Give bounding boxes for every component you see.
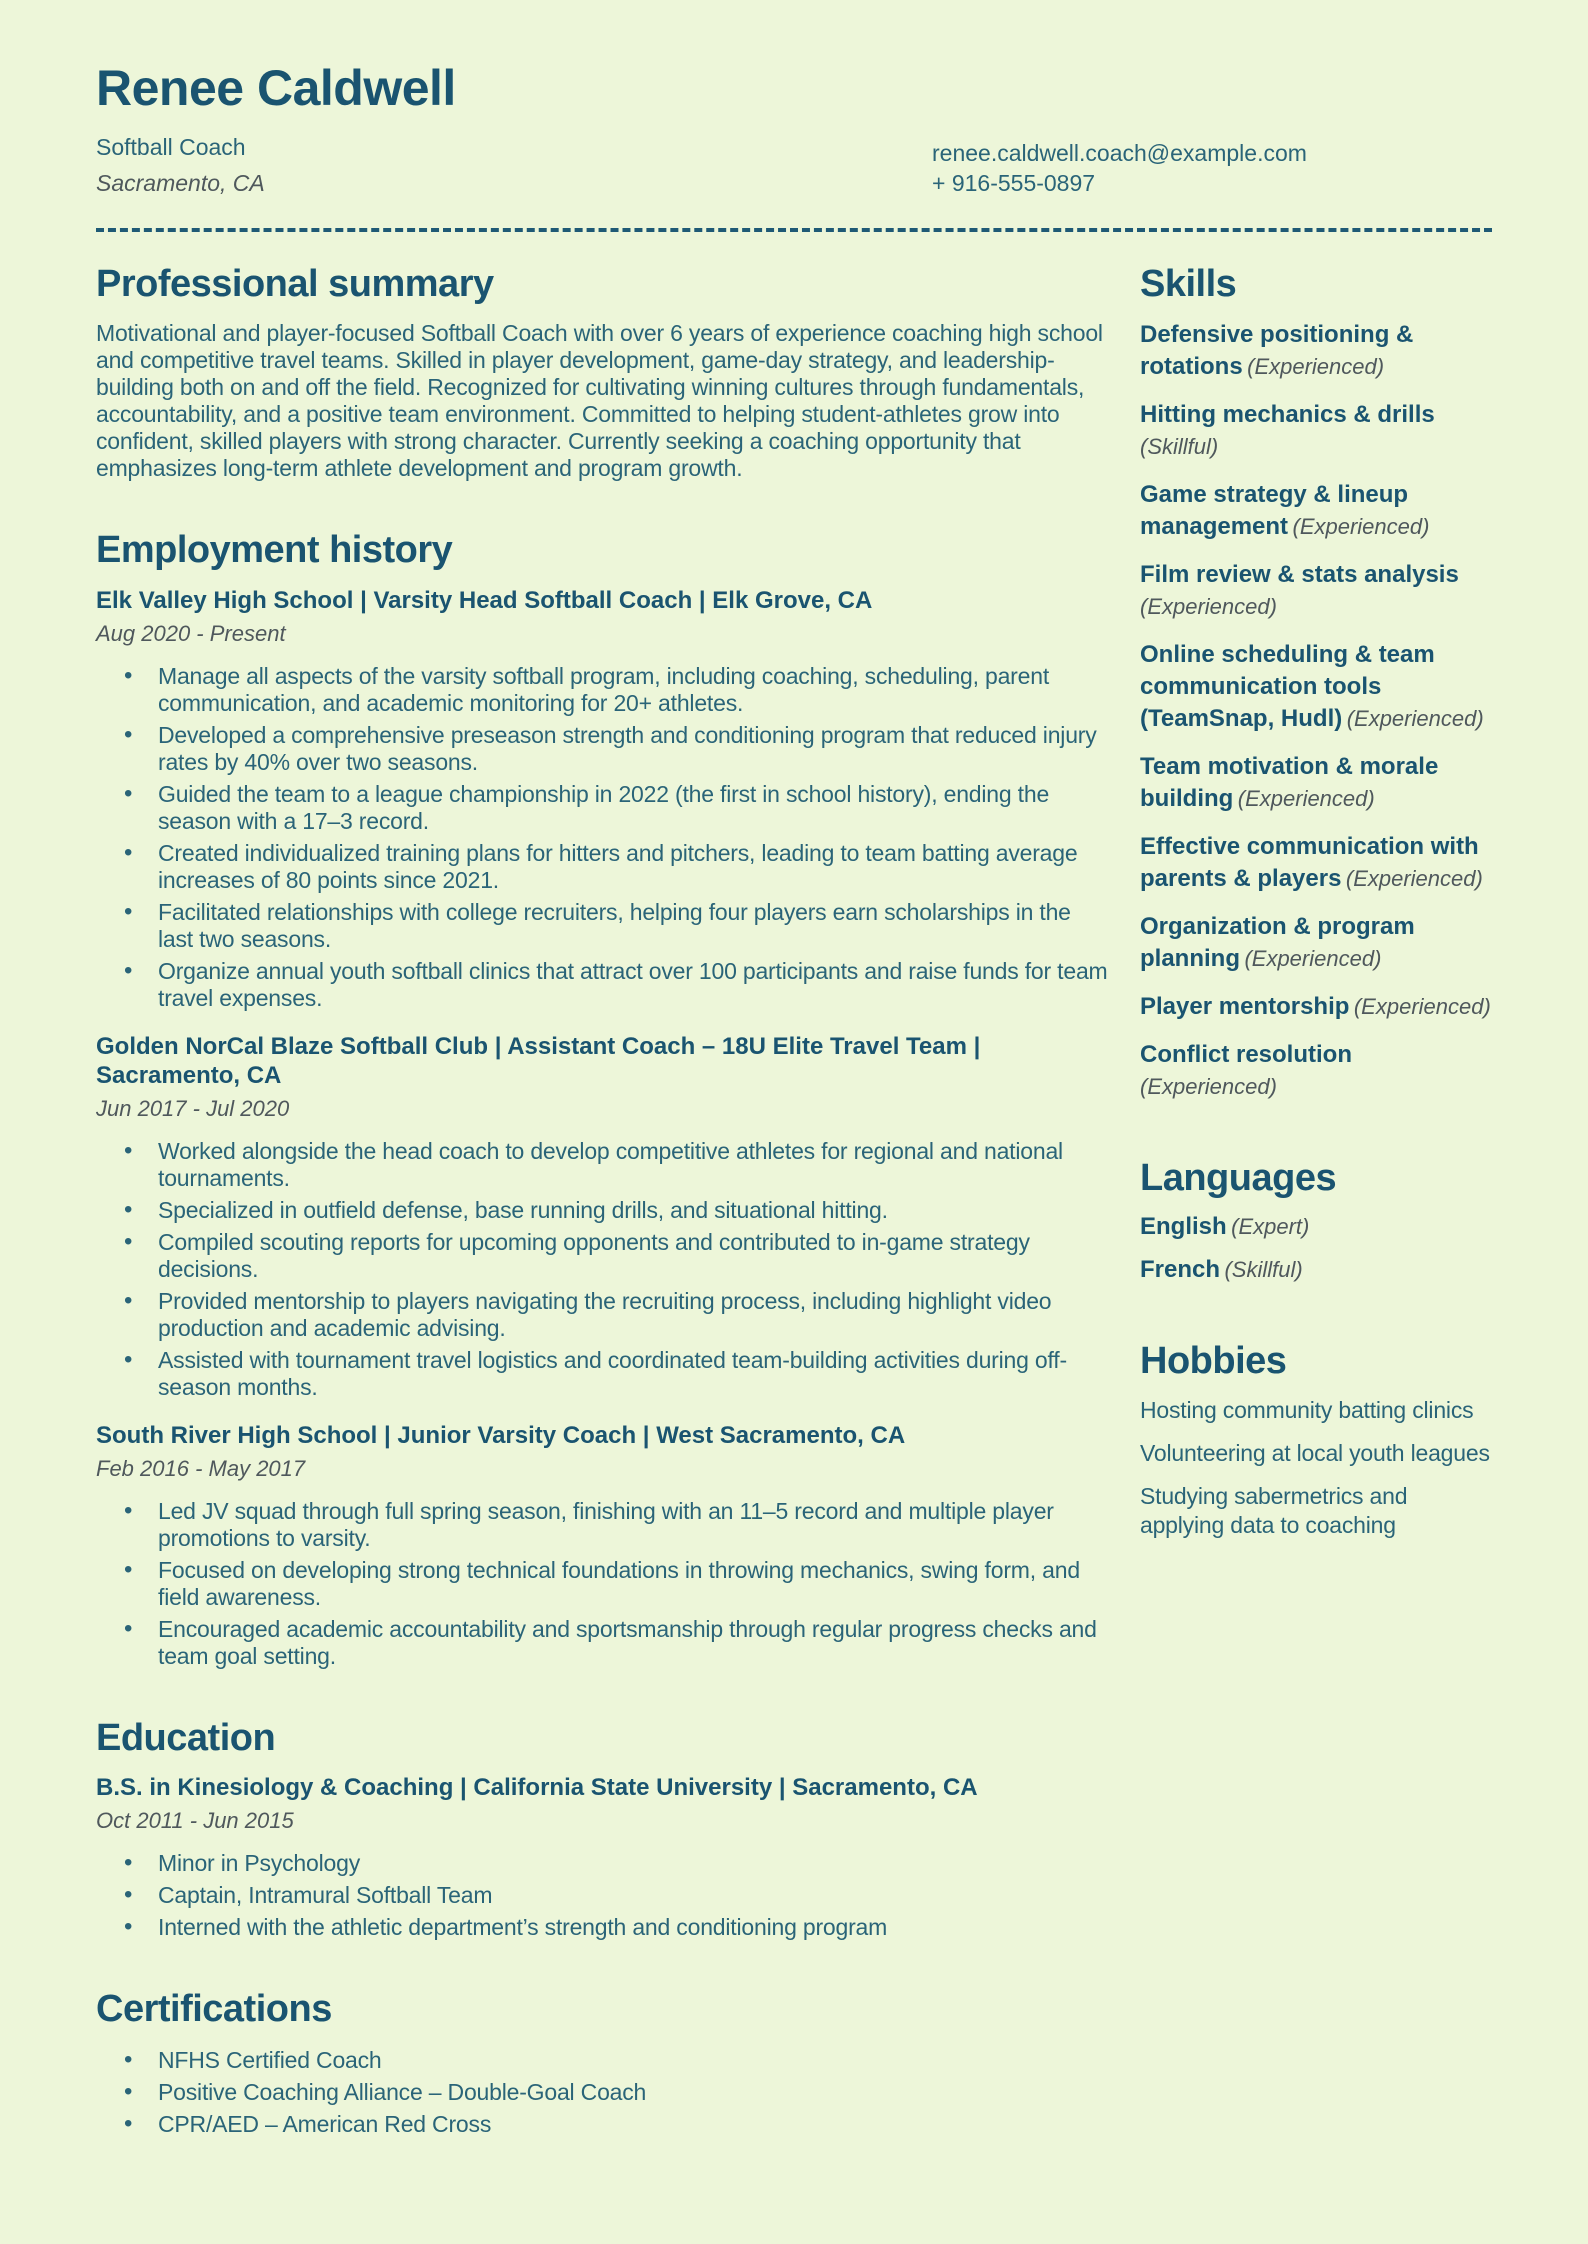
bullet-item: • Created individualized training plans for hitters and pitchers, leading to team batting average increases of 80 points since 2021. (96, 840, 1110, 894)
language-level: (Expert) (1231, 1213, 1310, 1239)
skill-level: (Skillful) (1140, 433, 1219, 459)
skill-name: Effective communication with parents & players (1140, 832, 1479, 892)
bullet-item: • Encouraged academic accountability and sportsmanship through regular progress checks and team goal setting. (96, 1616, 1110, 1670)
skill-item (1140, 640, 1492, 736)
bullet-item: • Interned with the athletic department’s strength and conditioning program (96, 1914, 1110, 1941)
skill-item (1140, 320, 1492, 384)
bullet-item: • Guided the team to a league championship in 2022 (the first in school history), ending the season with a 17–3 record. (96, 781, 1110, 835)
skill-item (1140, 480, 1492, 544)
header-identity (96, 58, 456, 198)
education-entry (96, 1773, 1110, 1941)
degree-header: B.S. in Kinesiology & Coaching | California State University | Sacramento, CA (96, 1774, 978, 1802)
skill-name: Organization & program planning (1140, 912, 1415, 972)
job-dates: Aug 2020 - Present (96, 620, 286, 646)
bullet-item: • Specialized in outfield defense, base running drills, and situational hitting. (96, 1197, 1110, 1224)
skills-list (1140, 320, 1492, 1104)
hobby-item: Studying sabermetrics and applying data to coaching (1140, 1483, 1408, 1539)
bullet-item: • NFHS Certified Coach (96, 2047, 1110, 2074)
summary-text: Motivational and player-focused Softball Coach with over 6 years of experience coaching high school and competitive travel teams. Skilled in player development, game-day strategy, and leadership-building both on and off the field. Recognized for cultivating winning cultures through fundamentals, accountability, and a positive team environment. Committed to helping student-athletes grow into confident, skilled players with strong character. Currently seeking a coaching opportunity that emphasizes long-term athlete development and program growth. (96, 319, 1103, 481)
bullet-item: • CPR/AED – American Red Cross (96, 2111, 1110, 2138)
bullet-item: • Facilitated relationships with college recruiters, helping four players earn scholarships in the last two seasons. (96, 899, 1110, 953)
person-job-title: Softball Coach (96, 134, 246, 160)
hobby-item: Volunteering at local youth leagues (1140, 1440, 1490, 1467)
skill-item (1140, 560, 1492, 624)
job-header: Golden NorCal Blaze Softball Club | Assistant Coach – 18U Elite Travel Team | Sacramento, CA (96, 1032, 981, 1089)
bullet-item: • Minor in Psychology (96, 1850, 1110, 1877)
education-bullet-list (96, 1850, 1110, 1941)
job-bullet-list (96, 1498, 1110, 1670)
bullet-item: • Developed a comprehensive preseason strength and conditioning program that reduced injury rates by 40% over two seasons. (96, 722, 1110, 776)
education-dates: Oct 2011 - Jun 2015 (96, 1808, 294, 1834)
header (96, 58, 1492, 198)
skill-name: Game strategy & lineup management (1140, 480, 1409, 540)
skills-heading: Skills (1140, 263, 1237, 305)
person-location: Sacramento, CA (96, 170, 265, 196)
job-header: South River High School | Junior Varsity Coach | West Sacramento, CA (96, 1421, 906, 1449)
contact-block (932, 138, 1492, 198)
person-name: Renee Caldwell (96, 60, 456, 116)
skill-level: (Experienced) (1353, 993, 1491, 1019)
hobbies-list (1140, 1396, 1492, 1540)
skill-name: Film review & stats analysis (1140, 560, 1459, 588)
language-item (1140, 1255, 1492, 1287)
job-dates: Feb 2016 - May 2017 (96, 1455, 306, 1481)
main-column (96, 232, 1110, 2143)
job-entry (96, 1421, 1110, 1670)
skill-name: Defensive positioning & rotations (1140, 320, 1414, 380)
employment-heading: Employment history (96, 528, 453, 571)
languages-list (1140, 1212, 1492, 1287)
skill-name: Hitting mechanics & drills (1140, 400, 1435, 428)
skill-name: Online scheduling & team communication tools (TeamSnap, Hudl) (1140, 640, 1435, 732)
bullet-item: • Captain, Intramural Softball Team (96, 1882, 1110, 1909)
bullet-item: • Positive Coaching Alliance – Double-Goal Coach (96, 2079, 1110, 2106)
language-name: French (1140, 1255, 1221, 1283)
skill-item (1140, 832, 1492, 896)
skill-name: Team motivation & morale building (1140, 752, 1439, 812)
skill-level: (Experienced) (1140, 1073, 1277, 1099)
skill-level: (Experienced) (1140, 593, 1277, 619)
language-item (1140, 1212, 1492, 1244)
bullet-item: • Organize annual youth softball clinics that attract over 100 participants and raise funds for team travel expenses. (96, 958, 1110, 1012)
skill-level: (Experienced) (1247, 353, 1385, 379)
bullet-item: • Compiled scouting reports for upcoming opponents and contributed to in-game strategy decisions. (96, 1229, 1110, 1283)
skill-item (1140, 912, 1492, 976)
job-entry (96, 1032, 1110, 1401)
job-entry (96, 586, 1110, 1012)
skill-level: (Experienced) (1346, 705, 1484, 731)
skill-level: (Experienced) (1244, 945, 1382, 971)
certifications-heading: Certifications (96, 1988, 332, 2031)
language-level: (Skillful) (1224, 1256, 1303, 1282)
languages-heading: Languages (1140, 1156, 1337, 1199)
skill-name: Player mentorship (1140, 992, 1350, 1020)
job-dates: Jun 2017 - Jul 2020 (96, 1095, 290, 1121)
skill-item (1140, 992, 1492, 1024)
skill-name: Conflict resolution (1140, 1040, 1352, 1068)
bullet-item: • Assisted with tournament travel logistics and coordinated team-building activities during off-season months. (96, 1347, 1110, 1401)
bullet-item: • Worked alongside the head coach to develop competitive athletes for regional and national tournaments. (96, 1138, 1110, 1192)
bullet-item: • Provided mentorship to players navigating the recruiting process, including highlight video production and academic advising. (96, 1288, 1110, 1342)
skill-level: (Experienced) (1292, 513, 1430, 539)
skill-level: (Experienced) (1237, 785, 1375, 811)
contact-phone: + 916-555-0897 (932, 170, 1096, 196)
content-columns (96, 232, 1492, 2143)
sidebar-column (1140, 232, 1492, 2143)
job-bullet-list (96, 663, 1110, 1012)
education-heading: Education (96, 1716, 276, 1759)
skill-item (1140, 400, 1492, 464)
job-bullet-list (96, 1138, 1110, 1401)
hobbies-heading: Hobbies (1140, 1339, 1287, 1382)
summary-heading: Professional summary (96, 263, 494, 305)
bullet-item: • Focused on developing strong technical foundations in throwing mechanics, swing form, and field awareness. (96, 1557, 1110, 1611)
hobby-item: Hosting community batting clinics (1140, 1397, 1474, 1424)
bullet-item: • Manage all aspects of the varsity softball program, including coaching, scheduling, parent communication, and academic monitoring for 20+ athletes. (96, 663, 1110, 717)
certifications-bullet-list (96, 2047, 1110, 2138)
skill-level: (Experienced) (1345, 865, 1483, 891)
bullet-item: • Led JV squad through full spring season, finishing with an 11–5 record and multiple player promotions to varsity. (96, 1498, 1110, 1552)
job-header: Elk Valley High School | Varsity Head Softball Coach | Elk Grove, CA (96, 586, 873, 614)
skill-item (1140, 752, 1492, 816)
language-name: English (1140, 1212, 1227, 1240)
skill-item (1140, 1040, 1492, 1104)
contact-email: renee.caldwell.coach@example.com (932, 140, 1307, 166)
